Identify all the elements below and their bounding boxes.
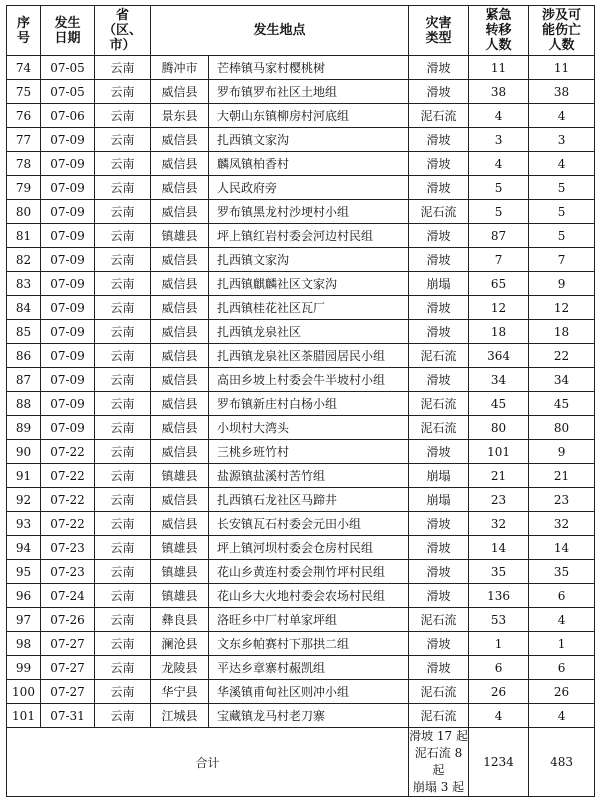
cell-casualty: 14 xyxy=(529,536,595,560)
cell-date: 07-27 xyxy=(41,632,95,656)
disaster-table xyxy=(6,5,595,797)
cell-date: 07-22 xyxy=(41,488,95,512)
cell-place: 坪上镇红岩村委会河边村民组 xyxy=(209,224,409,248)
cell-date: 07-06 xyxy=(41,104,95,128)
cell-county: 威信县 xyxy=(151,272,209,296)
cell-evacuated: 26 xyxy=(469,680,529,704)
cell-casualty: 5 xyxy=(529,200,595,224)
cell-evacuated: 5 xyxy=(469,200,529,224)
cell-place: 盐源镇盐溪村苦竹组 xyxy=(209,464,409,488)
cell-date: 07-09 xyxy=(41,416,95,440)
cell-place: 坪上镇河坝村委会仓房村民组 xyxy=(209,536,409,560)
cell-evacuated: 23 xyxy=(469,488,529,512)
header-location: 发生地点 xyxy=(151,6,409,56)
cell-casualty: 4 xyxy=(529,104,595,128)
cell-seq: 100 xyxy=(7,680,41,704)
table-row xyxy=(7,680,595,704)
cell-hazard-type: 滑坡 xyxy=(409,296,469,320)
cell-hazard-type: 滑坡 xyxy=(409,560,469,584)
cell-county: 威信县 xyxy=(151,512,209,536)
table-row xyxy=(7,584,595,608)
cell-seq: 87 xyxy=(7,368,41,392)
cell-evacuated: 6 xyxy=(469,656,529,680)
cell-seq: 75 xyxy=(7,80,41,104)
cell-place: 扎西镇桂花社区瓦厂 xyxy=(209,296,409,320)
cell-province: 云南 xyxy=(95,680,151,704)
cell-evacuated: 136 xyxy=(469,584,529,608)
cell-seq: 96 xyxy=(7,584,41,608)
cell-date: 07-22 xyxy=(41,440,95,464)
table-row xyxy=(7,224,595,248)
cell-province: 云南 xyxy=(95,272,151,296)
cell-county: 威信县 xyxy=(151,488,209,512)
cell-casualty: 12 xyxy=(529,296,595,320)
cell-county: 威信县 xyxy=(151,416,209,440)
cell-casualty: 23 xyxy=(529,488,595,512)
cell-date: 07-09 xyxy=(41,176,95,200)
table-row xyxy=(7,344,595,368)
cell-hazard-type: 泥石流 xyxy=(409,104,469,128)
cell-casualty: 4 xyxy=(529,152,595,176)
cell-hazard-type: 滑坡 xyxy=(409,224,469,248)
cell-hazard-type: 滑坡 xyxy=(409,632,469,656)
cell-casualty: 18 xyxy=(529,320,595,344)
header-seq: 序 号 xyxy=(7,6,41,56)
cell-evacuated: 4 xyxy=(469,704,529,728)
cell-province: 云南 xyxy=(95,56,151,80)
cell-evacuated: 5 xyxy=(469,176,529,200)
cell-casualty: 35 xyxy=(529,560,595,584)
cell-place: 高田乡坡上村委会牛半坡村小组 xyxy=(209,368,409,392)
header-row xyxy=(7,6,595,56)
header-province: 省 （区、市） xyxy=(95,6,151,56)
cell-date: 07-09 xyxy=(41,224,95,248)
cell-seq: 94 xyxy=(7,536,41,560)
cell-hazard-type: 泥石流 xyxy=(409,392,469,416)
cell-province: 云南 xyxy=(95,320,151,344)
cell-casualty: 26 xyxy=(529,680,595,704)
cell-hazard-type: 滑坡 xyxy=(409,512,469,536)
cell-date: 07-23 xyxy=(41,536,95,560)
table-row xyxy=(7,392,595,416)
cell-date: 07-09 xyxy=(41,368,95,392)
cell-province: 云南 xyxy=(95,296,151,320)
cell-county: 腾冲市 xyxy=(151,56,209,80)
cell-casualty: 6 xyxy=(529,584,595,608)
cell-seq: 95 xyxy=(7,560,41,584)
cell-date: 07-09 xyxy=(41,152,95,176)
cell-province: 云南 xyxy=(95,392,151,416)
table-row xyxy=(7,632,595,656)
cell-casualty: 80 xyxy=(529,416,595,440)
cell-date: 07-05 xyxy=(41,80,95,104)
cell-hazard-type: 滑坡 xyxy=(409,584,469,608)
cell-date: 07-22 xyxy=(41,464,95,488)
cell-casualty: 32 xyxy=(529,512,595,536)
header-date: 发生 日期 xyxy=(41,6,95,56)
cell-hazard-type: 崩塌 xyxy=(409,464,469,488)
cell-place: 三桃乡班竹村 xyxy=(209,440,409,464)
cell-place: 长安镇瓦石村委会元田小组 xyxy=(209,512,409,536)
cell-place: 文东乡帕赛村下那拱二组 xyxy=(209,632,409,656)
cell-seq: 91 xyxy=(7,464,41,488)
cell-casualty: 9 xyxy=(529,272,595,296)
cell-county: 镇雄县 xyxy=(151,584,209,608)
table-row xyxy=(7,128,595,152)
cell-casualty: 5 xyxy=(529,176,595,200)
cell-evacuated: 1 xyxy=(469,632,529,656)
cell-evacuated: 14 xyxy=(469,536,529,560)
cell-seq: 86 xyxy=(7,344,41,368)
cell-county: 威信县 xyxy=(151,80,209,104)
total-evacuated: 1234 xyxy=(469,728,529,797)
cell-seq: 80 xyxy=(7,200,41,224)
cell-hazard-type: 滑坡 xyxy=(409,440,469,464)
cell-evacuated: 11 xyxy=(469,56,529,80)
cell-county: 澜沧县 xyxy=(151,632,209,656)
table-row xyxy=(7,464,595,488)
cell-province: 云南 xyxy=(95,248,151,272)
cell-seq: 76 xyxy=(7,104,41,128)
total-row xyxy=(7,728,595,797)
cell-evacuated: 364 xyxy=(469,344,529,368)
table-body xyxy=(7,56,595,728)
cell-province: 云南 xyxy=(95,608,151,632)
cell-place: 罗布镇黑龙村沙埂村小组 xyxy=(209,200,409,224)
cell-seq: 78 xyxy=(7,152,41,176)
cell-place: 宝藏镇龙马村老刀寨 xyxy=(209,704,409,728)
table-row xyxy=(7,536,595,560)
cell-place: 芒棒镇马家村樱桃树 xyxy=(209,56,409,80)
cell-seq: 99 xyxy=(7,656,41,680)
cell-province: 云南 xyxy=(95,416,151,440)
cell-casualty: 34 xyxy=(529,368,595,392)
cell-seq: 101 xyxy=(7,704,41,728)
cell-county: 彝良县 xyxy=(151,608,209,632)
cell-casualty: 22 xyxy=(529,344,595,368)
total-hazard-landslide: 滑坡 17 起 xyxy=(409,729,468,743)
cell-hazard-type: 滑坡 xyxy=(409,656,469,680)
cell-county: 威信县 xyxy=(151,320,209,344)
cell-hazard-type: 泥石流 xyxy=(409,608,469,632)
cell-hazard-type: 滑坡 xyxy=(409,56,469,80)
cell-province: 云南 xyxy=(95,440,151,464)
header-hazard-type: 灾害 类型 xyxy=(409,6,469,56)
cell-evacuated: 18 xyxy=(469,320,529,344)
cell-place: 平达乡章寨村赧凯组 xyxy=(209,656,409,680)
cell-evacuated: 7 xyxy=(469,248,529,272)
cell-place: 扎西镇龙泉社区茶腊园居民小组 xyxy=(209,344,409,368)
table-row xyxy=(7,152,595,176)
cell-evacuated: 65 xyxy=(469,272,529,296)
cell-hazard-type: 滑坡 xyxy=(409,176,469,200)
total-casualty: 483 xyxy=(529,728,595,797)
cell-seq: 82 xyxy=(7,248,41,272)
table-row xyxy=(7,272,595,296)
cell-province: 云南 xyxy=(95,368,151,392)
table-row xyxy=(7,656,595,680)
cell-casualty: 6 xyxy=(529,656,595,680)
cell-seq: 92 xyxy=(7,488,41,512)
cell-seq: 85 xyxy=(7,320,41,344)
cell-place: 罗布镇新庄村白杨小组 xyxy=(209,392,409,416)
cell-province: 云南 xyxy=(95,224,151,248)
cell-county: 龙陵县 xyxy=(151,656,209,680)
cell-date: 07-09 xyxy=(41,248,95,272)
cell-seq: 84 xyxy=(7,296,41,320)
cell-seq: 89 xyxy=(7,416,41,440)
cell-casualty: 38 xyxy=(529,80,595,104)
cell-place: 扎西镇文家沟 xyxy=(209,248,409,272)
cell-county: 威信县 xyxy=(151,440,209,464)
cell-province: 云南 xyxy=(95,584,151,608)
cell-hazard-type: 滑坡 xyxy=(409,368,469,392)
cell-date: 07-09 xyxy=(41,320,95,344)
cell-evacuated: 32 xyxy=(469,512,529,536)
cell-hazard-type: 泥石流 xyxy=(409,344,469,368)
cell-hazard-type: 滑坡 xyxy=(409,152,469,176)
cell-seq: 83 xyxy=(7,272,41,296)
total-hazard-summary xyxy=(409,728,469,797)
table-row xyxy=(7,512,595,536)
cell-county: 镇雄县 xyxy=(151,536,209,560)
cell-casualty: 7 xyxy=(529,248,595,272)
total-label: 合计 xyxy=(7,728,409,797)
cell-place: 扎西镇麒麟社区文家沟 xyxy=(209,272,409,296)
cell-evacuated: 4 xyxy=(469,104,529,128)
cell-date: 07-31 xyxy=(41,704,95,728)
table-row xyxy=(7,248,595,272)
cell-county: 威信县 xyxy=(151,392,209,416)
total-hazard-collapse: 崩塌 3 起 xyxy=(412,780,465,794)
cell-seq: 90 xyxy=(7,440,41,464)
cell-province: 云南 xyxy=(95,152,151,176)
cell-date: 07-09 xyxy=(41,344,95,368)
header-evacuated: 紧急 转移 人数 xyxy=(469,6,529,56)
cell-province: 云南 xyxy=(95,632,151,656)
cell-county: 威信县 xyxy=(151,200,209,224)
cell-date: 07-26 xyxy=(41,608,95,632)
cell-hazard-type: 滑坡 xyxy=(409,128,469,152)
cell-place: 罗布镇罗布社区土地组 xyxy=(209,80,409,104)
cell-place: 洛旺乡中厂村单家坪组 xyxy=(209,608,409,632)
cell-casualty: 4 xyxy=(529,704,595,728)
cell-place: 扎西镇石龙社区马蹄井 xyxy=(209,488,409,512)
table-row xyxy=(7,608,595,632)
table-row xyxy=(7,488,595,512)
cell-county: 江城县 xyxy=(151,704,209,728)
table-row xyxy=(7,104,595,128)
cell-casualty: 9 xyxy=(529,440,595,464)
total-hazard-debris-flow: 泥石流 8 起 xyxy=(414,746,463,777)
cell-county: 镇雄县 xyxy=(151,560,209,584)
cell-casualty: 1 xyxy=(529,632,595,656)
cell-province: 云南 xyxy=(95,344,151,368)
cell-county: 威信县 xyxy=(151,128,209,152)
cell-evacuated: 35 xyxy=(469,560,529,584)
cell-hazard-type: 泥石流 xyxy=(409,200,469,224)
cell-province: 云南 xyxy=(95,176,151,200)
cell-hazard-type: 崩塌 xyxy=(409,272,469,296)
cell-casualty: 3 xyxy=(529,128,595,152)
cell-date: 07-27 xyxy=(41,680,95,704)
cell-province: 云南 xyxy=(95,512,151,536)
cell-county: 威信县 xyxy=(151,176,209,200)
cell-hazard-type: 泥石流 xyxy=(409,416,469,440)
table-row xyxy=(7,440,595,464)
cell-evacuated: 80 xyxy=(469,416,529,440)
cell-province: 云南 xyxy=(95,536,151,560)
table-row xyxy=(7,368,595,392)
cell-casualty: 4 xyxy=(529,608,595,632)
cell-evacuated: 45 xyxy=(469,392,529,416)
cell-evacuated: 34 xyxy=(469,368,529,392)
cell-county: 威信县 xyxy=(151,152,209,176)
cell-place: 大朝山东镇柳房村河底组 xyxy=(209,104,409,128)
table-row xyxy=(7,56,595,80)
cell-hazard-type: 滑坡 xyxy=(409,536,469,560)
cell-county: 镇雄县 xyxy=(151,464,209,488)
header-casualty: 涉及可 能伤亡 人数 xyxy=(529,6,595,56)
cell-county: 威信县 xyxy=(151,344,209,368)
cell-place: 花山乡大火地村委会农场村民组 xyxy=(209,584,409,608)
cell-evacuated: 87 xyxy=(469,224,529,248)
table-row xyxy=(7,80,595,104)
cell-hazard-type: 滑坡 xyxy=(409,320,469,344)
cell-county: 威信县 xyxy=(151,368,209,392)
cell-province: 云南 xyxy=(95,104,151,128)
cell-date: 07-09 xyxy=(41,272,95,296)
cell-hazard-type: 崩塌 xyxy=(409,488,469,512)
cell-evacuated: 101 xyxy=(469,440,529,464)
cell-evacuated: 21 xyxy=(469,464,529,488)
cell-seq: 79 xyxy=(7,176,41,200)
table-row xyxy=(7,176,595,200)
cell-hazard-type: 滑坡 xyxy=(409,248,469,272)
cell-hazard-type: 泥石流 xyxy=(409,680,469,704)
table-row xyxy=(7,320,595,344)
cell-date: 07-23 xyxy=(41,560,95,584)
cell-province: 云南 xyxy=(95,128,151,152)
cell-county: 镇雄县 xyxy=(151,224,209,248)
cell-evacuated: 53 xyxy=(469,608,529,632)
cell-place: 华溪镇甫甸社区则冲小组 xyxy=(209,680,409,704)
cell-evacuated: 4 xyxy=(469,152,529,176)
cell-province: 云南 xyxy=(95,656,151,680)
cell-date: 07-09 xyxy=(41,392,95,416)
cell-place: 扎西镇文家沟 xyxy=(209,128,409,152)
cell-casualty: 5 xyxy=(529,224,595,248)
cell-place: 麟凤镇柏香村 xyxy=(209,152,409,176)
cell-province: 云南 xyxy=(95,704,151,728)
cell-seq: 97 xyxy=(7,608,41,632)
cell-province: 云南 xyxy=(95,488,151,512)
cell-date: 07-24 xyxy=(41,584,95,608)
cell-province: 云南 xyxy=(95,464,151,488)
table-row xyxy=(7,416,595,440)
cell-evacuated: 38 xyxy=(469,80,529,104)
table-row xyxy=(7,296,595,320)
table-row xyxy=(7,200,595,224)
cell-seq: 98 xyxy=(7,632,41,656)
cell-evacuated: 12 xyxy=(469,296,529,320)
cell-place: 扎西镇龙泉社区 xyxy=(209,320,409,344)
cell-county: 华宁县 xyxy=(151,680,209,704)
cell-county: 景东县 xyxy=(151,104,209,128)
cell-date: 07-09 xyxy=(41,200,95,224)
cell-province: 云南 xyxy=(95,80,151,104)
cell-seq: 81 xyxy=(7,224,41,248)
cell-hazard-type: 泥石流 xyxy=(409,704,469,728)
cell-province: 云南 xyxy=(95,200,151,224)
cell-evacuated: 3 xyxy=(469,128,529,152)
cell-date: 07-09 xyxy=(41,296,95,320)
cell-date: 07-09 xyxy=(41,128,95,152)
cell-seq: 77 xyxy=(7,128,41,152)
cell-date: 07-05 xyxy=(41,56,95,80)
table-row xyxy=(7,704,595,728)
cell-place: 小坝村大湾头 xyxy=(209,416,409,440)
cell-casualty: 45 xyxy=(529,392,595,416)
cell-date: 07-27 xyxy=(41,656,95,680)
cell-seq: 93 xyxy=(7,512,41,536)
cell-casualty: 11 xyxy=(529,56,595,80)
cell-county: 威信县 xyxy=(151,248,209,272)
cell-date: 07-22 xyxy=(41,512,95,536)
cell-county: 威信县 xyxy=(151,296,209,320)
table-row xyxy=(7,560,595,584)
cell-casualty: 21 xyxy=(529,464,595,488)
cell-seq: 88 xyxy=(7,392,41,416)
cell-seq: 74 xyxy=(7,56,41,80)
cell-hazard-type: 滑坡 xyxy=(409,80,469,104)
cell-place: 花山乡黄连村委会荆竹坪村民组 xyxy=(209,560,409,584)
cell-place: 人民政府旁 xyxy=(209,176,409,200)
cell-province: 云南 xyxy=(95,560,151,584)
